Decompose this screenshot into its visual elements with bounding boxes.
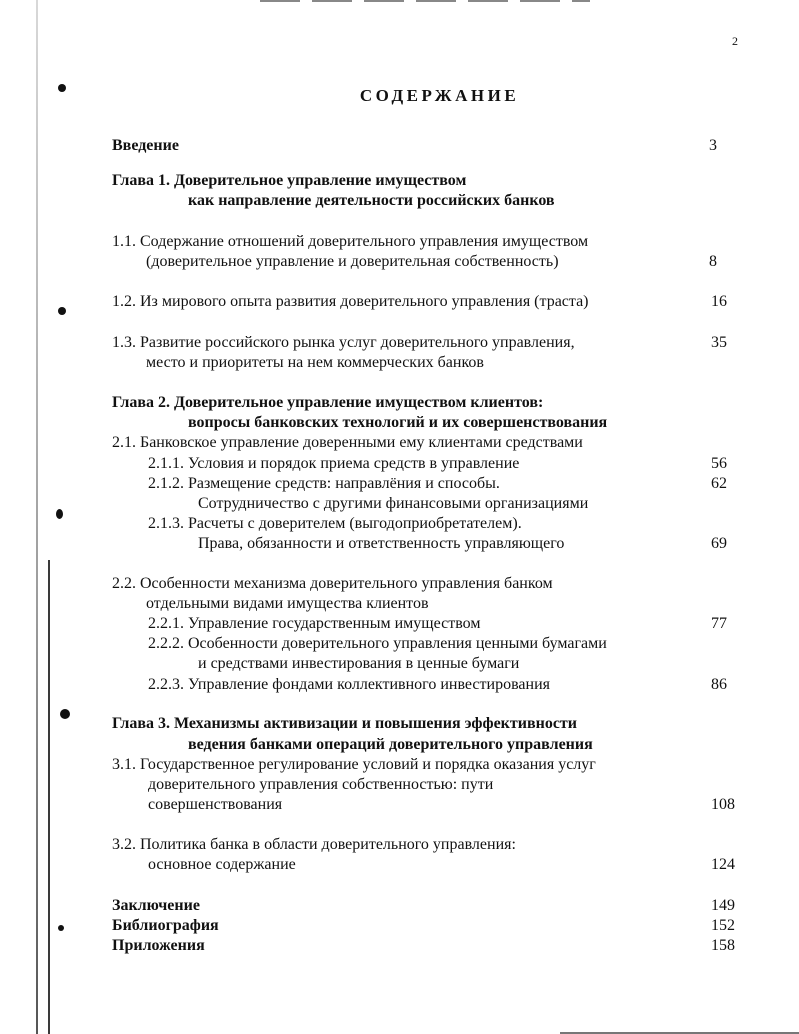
- toc-page-2-1-1: 56: [711, 455, 727, 472]
- punch-hole-mark: [60, 709, 70, 719]
- toc-chapter1-line2: как направление деятельности российских банков: [188, 192, 555, 209]
- toc-section-1-3-line2: место и приоритеты на нем коммерческих банков: [146, 354, 484, 371]
- toc-page-2-1-3: 69: [711, 535, 727, 552]
- toc-page-bibliography: 152: [711, 917, 735, 934]
- toc-section-3-2-line2: основное содержание: [148, 856, 296, 873]
- toc-section-2-1-1-line1: 2.1.1. Условия и порядок приема средств в управление: [148, 455, 520, 472]
- scan-edge-left: [36, 0, 38, 1034]
- toc-section-2-2-2-line2: и средствами инвестирования в ценные бумаги: [198, 655, 520, 672]
- toc-entry-bibliography: Библиография: [112, 917, 219, 934]
- toc-page-3-1: 108: [711, 796, 735, 813]
- toc-entry-conclusion: Заключение: [112, 897, 200, 914]
- toc-page-2-1-2: 62: [711, 475, 727, 492]
- toc-section-2-2-3-line1: 2.2.3. Управление фондами коллективного инвестирования: [148, 676, 550, 693]
- punch-hole-mark: [56, 509, 63, 519]
- page-title: СОДЕРЖАНИЕ: [359, 86, 520, 105]
- toc-section-2-1-3-line1: 2.1.3. Расчеты с доверителем (выгодоприобретателем).: [148, 515, 522, 532]
- toc-page-1-1: 8: [709, 253, 717, 270]
- toc-section-3-1-line1: 3.1. Государственное регулирование условий и порядка оказания услуг: [112, 756, 596, 773]
- toc-section-2-1-3-line2: Права, обязанности и ответственность управляющего: [198, 535, 565, 552]
- toc-page-2-2-1: 77: [711, 615, 727, 632]
- toc-section-3-1-line3: совершенствования: [148, 796, 283, 813]
- toc-section-3-1-line2: доверительного управления собственностью: пути: [148, 776, 494, 793]
- toc-page-2-2-3: 86: [711, 676, 727, 693]
- toc-entry-appendices: Приложения: [112, 937, 205, 954]
- toc-section-3-2-line1: 3.2. Политика банка в области доверительного управления:: [112, 836, 516, 853]
- toc-section-2-2-line2: отдельными видами имущества клиентов: [146, 595, 429, 612]
- toc-chapter3-line2: ведения банками операций доверительного управления: [188, 736, 593, 753]
- toc-page-1-2: 16: [711, 293, 727, 310]
- toc-chapter1-line1: Глава 1. Доверительное управление имуществом: [112, 172, 467, 189]
- toc-page-intro: 3: [709, 137, 717, 154]
- page-number: 2: [732, 34, 738, 48]
- toc-entry-intro: Введение: [112, 137, 179, 154]
- toc-chapter3-line1: Глава 3. Механизмы активизации и повышения эффективности: [112, 715, 577, 732]
- toc-section-2-1-2-line2: Сотрудничество с другими финансовыми организациями: [198, 495, 589, 512]
- scan-edge-left-dark: [48, 560, 50, 1034]
- toc-page-1-3: 35: [711, 334, 727, 351]
- toc-page-3-2: 124: [711, 856, 735, 873]
- toc-section-2-1-2-line1: 2.1.2. Размещение средств: направлёния и способы.: [148, 475, 500, 492]
- punch-hole-mark: [58, 307, 66, 315]
- toc-chapter2-line2: вопросы банковских технологий и их совершенствования: [188, 414, 608, 431]
- punch-hole-mark: [58, 925, 64, 931]
- toc-page-appendices: 158: [711, 937, 735, 954]
- toc-section-1-2-line1: 1.2. Из мирового опыта развития доверительного управления (траста): [112, 293, 589, 310]
- toc-section-1-1-line1: 1.1. Содержание отношений доверительного управления имуществом: [112, 233, 589, 250]
- toc-chapter2-line1: Глава 2. Доверительное управление имуществом клиентов:: [112, 394, 544, 411]
- toc-section-1-1-line2: (доверительное управление и доверительная собственность): [146, 253, 559, 270]
- toc-section-2-1-line1: 2.1. Банковское управление доверенными ему клиентами средствами: [112, 434, 583, 451]
- toc-section-1-3-line1: 1.3. Развитие российского рынка услуг доверительного управления,: [112, 334, 575, 351]
- scan-edge-top: [260, 0, 590, 2]
- toc-page-conclusion: 149: [711, 897, 735, 914]
- toc-section-2-2-2-line1: 2.2.2. Особенности доверительного управления ценными бумагами: [148, 635, 607, 652]
- toc-section-2-2-line1: 2.2. Особенности механизма доверительного управления банком: [112, 575, 553, 592]
- toc-section-2-2-1-line1: 2.2.1. Управление государственным имуществом: [148, 615, 481, 632]
